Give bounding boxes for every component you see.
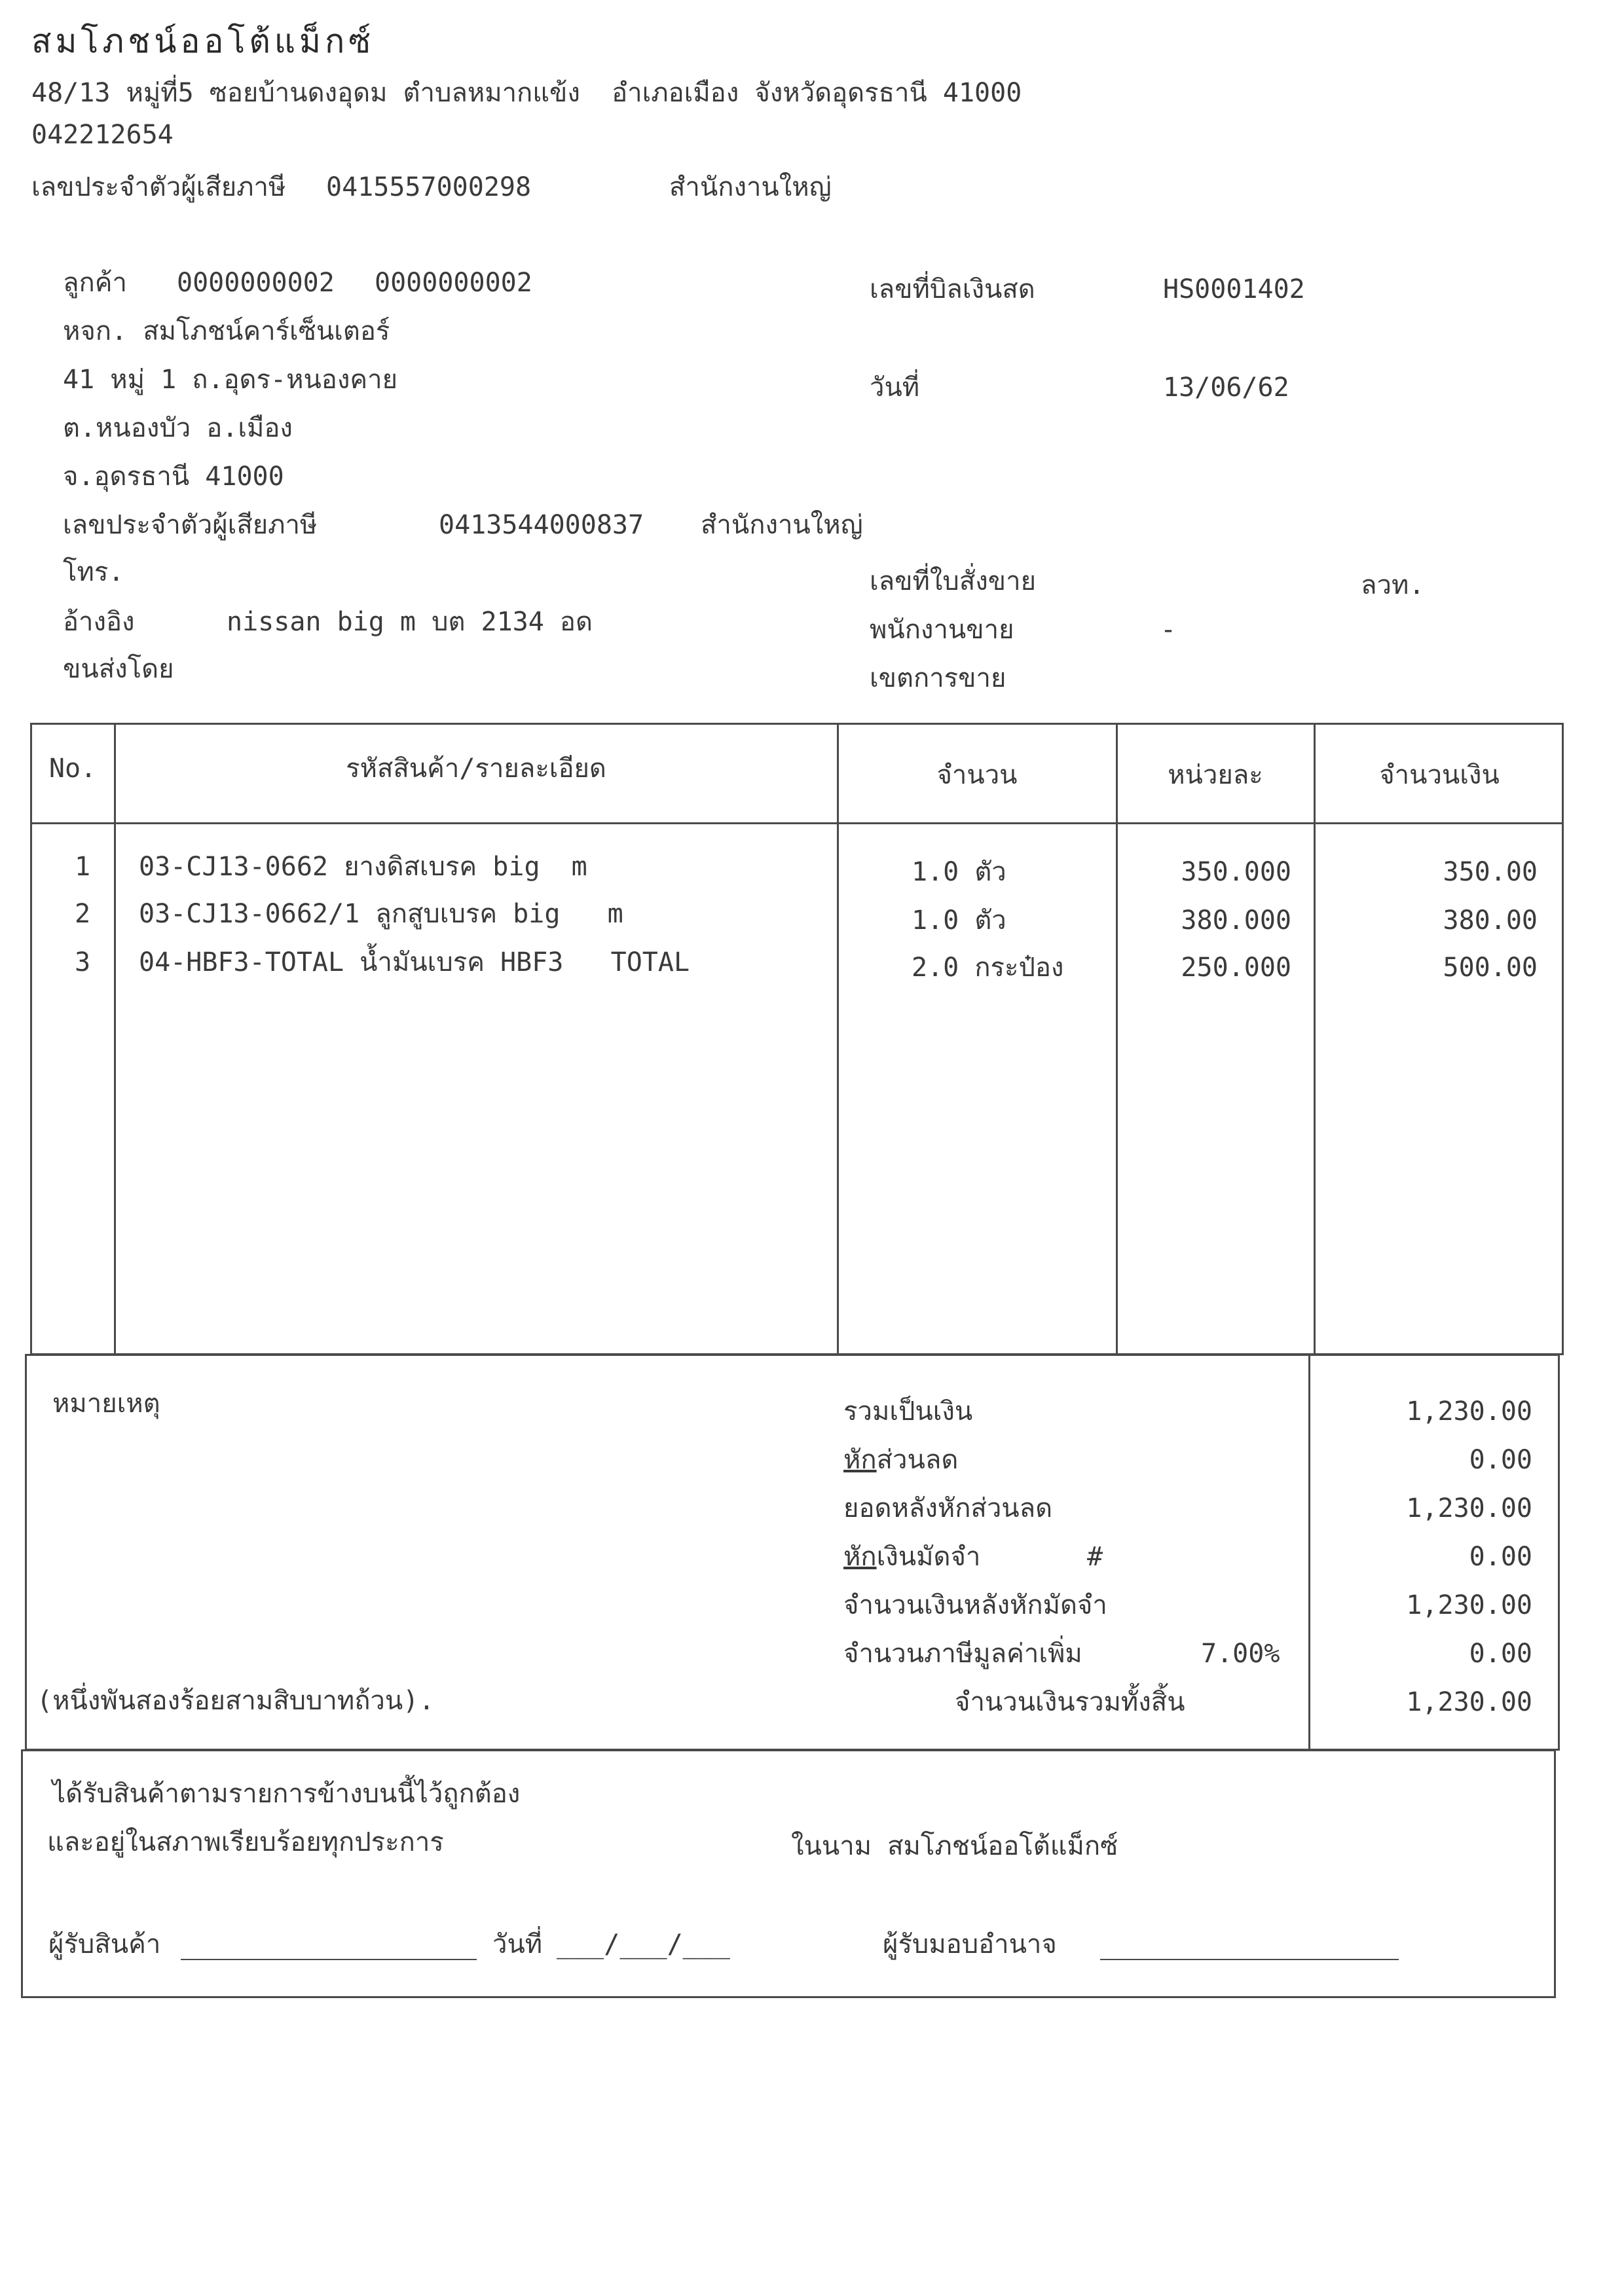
header-item: รหัสสินค้า/รายละเอียด (346, 754, 606, 784)
header-unit-price: หน่วยละ (1168, 760, 1263, 790)
table-row-amount: 350.00 (1443, 857, 1538, 887)
table-row-item: 03-CJ13-0662 ยางดิสเบรค big m (139, 852, 587, 882)
vat-value: 0.00 (1469, 1639, 1532, 1669)
customer-address-3: จ.อุดรธานี 41000 (63, 462, 284, 492)
vat-rate: 7.00% (1201, 1639, 1280, 1669)
after-discount-label: ยอดหลังหักส่วนลด (843, 1493, 1053, 1523)
on-behalf-of: ในนาม สมโภชน์ออโต้แม็กซ์ (791, 1831, 1118, 1861)
table-row-unit-price: 350.000 (1181, 857, 1291, 887)
company-address: 48/13 หมู่ที่5 ซอยบ้านดงอุดม ตำบลหมากแข้ง อำเภอเมือง จังหวัดอุดรธานี 41000 (31, 78, 1022, 108)
subtotal-value: 1,230.00 (1406, 1396, 1532, 1427)
table-row-item: 03-CJ13-0662/1 ลูกสูบเบรค big m (139, 899, 623, 929)
receiver-label: ผู้รับสินค้า (48, 1929, 161, 1959)
company-phone: 042212654 (31, 120, 174, 150)
customer-branch: สำนักงานใหญ่ (701, 510, 863, 540)
table-row-qty: 2.0 กระป๋อง (912, 953, 1064, 983)
company-branch: สำนักงานใหญ่ (669, 172, 832, 202)
received-statement-2: และอยู่ในสภาพเรียบร้อยทุกประการ (47, 1827, 444, 1857)
col-divider-item (837, 723, 839, 1355)
sales-area-label: เขตการขาย (870, 663, 1006, 693)
bill-date-value: 13/06/62 (1163, 373, 1289, 403)
customer-address-2: ต.หนองบัว อ.เมือง (63, 413, 293, 443)
table-row-item: 04-HBF3-TOTAL น้ำมันเบรค HBF3 TOTAL (139, 947, 690, 977)
company-tax-label: เลขประจำตัวผู้เสียภาษี (31, 172, 286, 202)
deposit-label: หักเงินมัดจำ (843, 1542, 981, 1572)
table-row-amount: 380.00 (1443, 905, 1538, 936)
vat-label: จำนวนภาษีมูลค่าเพิ่ม (843, 1639, 1082, 1669)
bill-date-label: วันที่ (870, 373, 920, 403)
after-deposit-label: จำนวนเงินหลังหักมัดจำ (843, 1590, 1107, 1620)
customer-label: ลูกค้า (63, 268, 127, 298)
shipping-label: ขนส่งโดย (63, 654, 174, 684)
subtotal-label: รวมเป็นเงิน (843, 1396, 973, 1427)
customer-code-1: 0000000002 (177, 268, 335, 298)
remark-label: หมายเหตุ (52, 1389, 160, 1419)
after-deposit-value: 1,230.00 (1406, 1590, 1532, 1620)
customer-tax-label: เลขประจำตัวผู้เสียภาษี (63, 510, 318, 540)
reference-value: nissan big m บต 2134 อด (227, 607, 593, 637)
discount-value: 0.00 (1469, 1445, 1532, 1475)
table-row-no: 3 (74, 947, 91, 977)
receive-date-blank: ___/___/___ (557, 1929, 730, 1959)
header-qty: จำนวน (936, 760, 1018, 790)
reference-label: อ้างอิง (63, 607, 135, 637)
deposit-value: 0.00 (1469, 1542, 1532, 1572)
receiver-signature-line (181, 1959, 477, 1960)
col-divider-no (114, 723, 116, 1355)
salesperson-value: - (1160, 615, 1177, 645)
sales-order-label: เลขที่ใบสั่งขาย (870, 566, 1037, 596)
discount-label: หักส่วนลด (843, 1445, 959, 1475)
items-table (30, 723, 1564, 1355)
table-row-qty: 1.0 ตัว (912, 905, 1006, 936)
amount-in-words: (หนึ่งพันสองร้อยสามสิบบาทถ้วน). (37, 1686, 435, 1716)
customer-address-1: 41 หมู่ 1 ถ.อุดร-หนองคาย (63, 365, 398, 395)
summary-divider (1308, 1354, 1310, 1751)
sales-order-value: ลวท. (1361, 570, 1425, 600)
table-row-unit-price: 250.000 (1181, 953, 1291, 983)
company-tax-id: 0415557000298 (326, 172, 532, 202)
grand-total-value: 1,230.00 (1406, 1687, 1532, 1717)
authorized-label: ผู้รับมอบอำนาจ (883, 1929, 1057, 1959)
table-row-no: 1 (74, 852, 91, 882)
table-row-no: 2 (74, 899, 91, 929)
authorized-signature-line (1100, 1959, 1399, 1960)
table-row-qty: 1.0 ตัว (912, 857, 1006, 887)
header-no: No. (48, 754, 97, 784)
after-discount-value: 1,230.00 (1406, 1493, 1532, 1523)
receive-date-label: วันที่ (492, 1929, 543, 1959)
table-row-amount: 500.00 (1443, 953, 1538, 983)
grand-total-label: จำนวนเงินรวมทั้งสิ้น (955, 1687, 1185, 1717)
deposit-ref-mark: # (1087, 1542, 1103, 1572)
header-amount: จำนวนเงิน (1379, 760, 1500, 790)
received-statement-1: ได้รับสินค้าตามรายการข้างบนนี้ไว้ถูกต้อง (52, 1779, 521, 1809)
salesperson-label: พนักงานขาย (870, 615, 1014, 645)
col-divider-qty (1116, 723, 1118, 1355)
customer-name: หจก. สมโภชน์คาร์เซ็นเตอร์ (63, 316, 390, 346)
bill-no-label: เลขที่บิลเงินสด (870, 274, 1035, 304)
customer-phone-label: โทร. (63, 557, 124, 587)
bill-no-value: HS0001402 (1163, 274, 1305, 304)
company-name: สมโภชน์ออโต้แม็กซ์ (31, 22, 375, 60)
col-divider-price (1314, 723, 1316, 1355)
customer-code-2: 0000000002 (375, 268, 532, 298)
table-header-divider (30, 822, 1564, 824)
table-row-unit-price: 380.000 (1181, 905, 1291, 936)
customer-tax-id: 0413544000837 (439, 510, 644, 540)
